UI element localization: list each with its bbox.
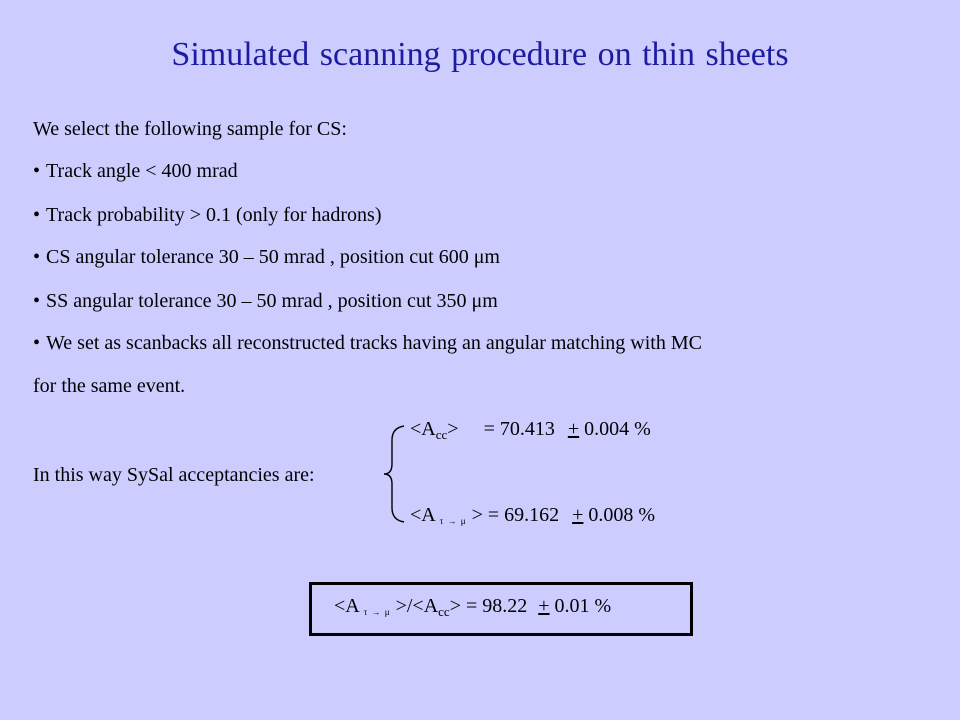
bullet-item bbox=[33, 332, 702, 355]
bullet-icon: • bbox=[33, 332, 41, 354]
result-formula: <A $\tau \to \mu >/<A_{cc}> = 98.22 + 0.01$ % bbox=[334, 595, 612, 619]
bullet-icon: • bbox=[33, 246, 41, 268]
continuation-text: for the same event. bbox=[33, 375, 186, 397]
bullet-item bbox=[33, 246, 500, 269]
bullet-text: SS angular tolerance 30 – 50 mrad , position cut 350 μm bbox=[46, 290, 498, 312]
bullet-icon: • bbox=[33, 204, 41, 226]
bullet-icon: • bbox=[33, 160, 41, 182]
bullet-text: CS angular tolerance 30 – 50 mrad , position cut 600 μm bbox=[46, 246, 500, 268]
acceptance-formula-tau-mu: <A τ → μ > = 69.162 + 0.008 % bbox=[410, 504, 656, 526]
result-box bbox=[309, 582, 693, 636]
acceptance-formula-cc: $<A_{cc}> = 70.413 + 0.004$ % bbox=[410, 418, 651, 442]
bullet-item bbox=[33, 290, 498, 313]
page-title: Simulated scanning procedure on thin sheets bbox=[171, 36, 789, 73]
bullet-text: Track probability > 0.1 (only for hadrons) bbox=[46, 204, 382, 226]
acceptance-label: In this way SySal acceptancies are: bbox=[33, 464, 315, 486]
bullet-text: We set as scanbacks all reconstructed tracks having an angular matching with MC bbox=[46, 332, 702, 354]
brace-icon bbox=[380, 424, 408, 524]
bullet-item bbox=[33, 160, 238, 183]
bullet-text: Track angle < 400 mrad bbox=[46, 160, 238, 182]
bullet-item bbox=[33, 204, 382, 227]
intro-text: We select the following sample for CS: bbox=[33, 118, 347, 140]
bullet-icon: • bbox=[33, 290, 41, 312]
